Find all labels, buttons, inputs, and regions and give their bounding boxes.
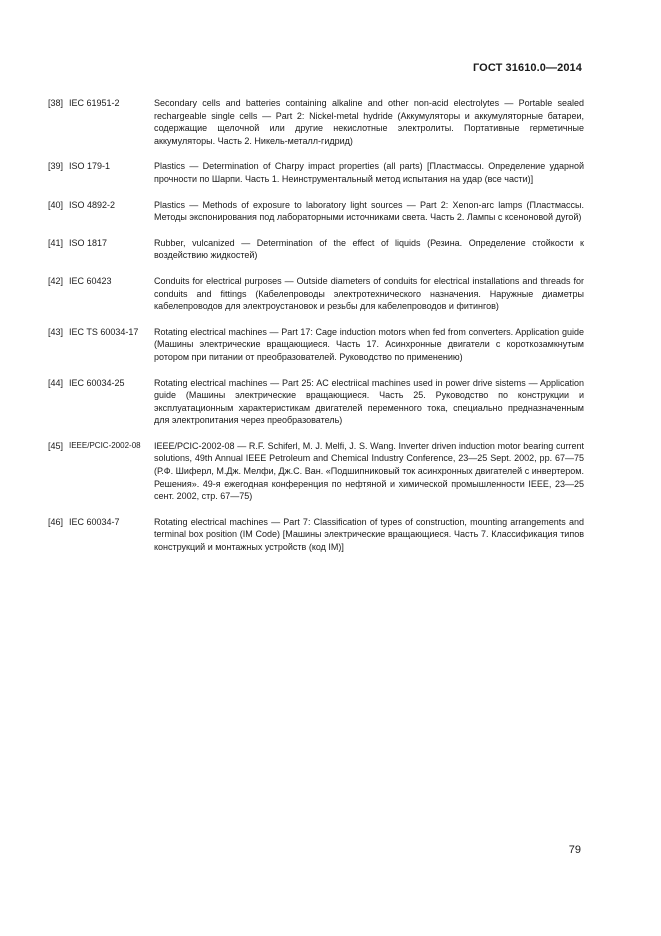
document-header-id: ГОСТ 31610.0—2014 xyxy=(472,62,582,74)
bibliography-list xyxy=(48,97,584,567)
reference-item xyxy=(48,97,584,147)
reference-item xyxy=(48,237,584,262)
reference-standard-code: IEEE/PCIC-2002-08 xyxy=(69,440,141,450)
reference-title: Conduits for electrical purposes — Outside diameters of conduits for electrical installations and threads for conduits and fittings (Кабелепроводы электротехнического назначения. Наружные диаметры кабелепроводов для электроустановок и резьбы для кабелепроводов и фитингов) xyxy=(154,275,584,312)
reference-title: Rotating electrical machines — Part 7: Classification of types of construction, mounting arrangements and terminal box position (IM Code) [Машины электрические вращающиеся. Часть 7. Классификация типов конструкций и монтажных устройств (код IM)] xyxy=(154,516,584,553)
reference-item xyxy=(48,275,584,313)
reference-item xyxy=(48,326,584,364)
reference-title: Secondary cells and batteries containing alkaline and other non-acid electrolytes — Portable sealed rechargeable single cells — Part 2: Nickel-metal hydride (Аккумуляторы и аккумуляторные батареи, содержащие щелочной или другие некислотные электролиты. Портативные герметичные аккумуляторы. Часть 2. Никель-металл-гидрид) xyxy=(154,98,584,146)
reference-title: Plastics — Methods of exposure to laboratory light sources — Part 2: Xenon-arc lamps (Пластмассы. Методы экспонирования под лабораторными источниками света. Часть 2. Лампы с ксеноновой дугой) xyxy=(154,199,584,223)
reference-standard-code: ISO 4892-2 xyxy=(69,199,116,210)
reference-number: [40] xyxy=(48,199,64,210)
reference-item xyxy=(48,199,584,224)
reference-item xyxy=(48,440,584,503)
reference-title: IEEE/PCIC-2002-08 — R.F. Schiferl, M. J. Melfi, J. S. Wang. Inverter driven induction motor bearing current solutions, 49th Annual IEEE Petroleum and Chemical Industry Conference, 23—25 Sept. 2002, pp. 67—75 (Р.Ф. Шиферл, М.Дж. Мелфи, Дж.С. Ван. «Подшипниковый ток асинхронных двигателей с инвертером. Решения». 49-я ежегодная конференция по нефтяной и химической промышленности IEEE, 23—25 сент. 2002, стр. 67—75) xyxy=(154,440,584,502)
reference-standard-code: IEC 60034-25 xyxy=(69,377,125,388)
reference-standard-code: ISO 1817 xyxy=(69,237,108,248)
reference-item xyxy=(48,160,584,185)
reference-number: [39] xyxy=(48,161,64,172)
reference-standard-code: IEC TS 60034-17 xyxy=(69,326,139,337)
reference-number: [45] xyxy=(48,440,64,451)
reference-number: [41] xyxy=(48,237,64,248)
reference-title: Rubber, vulcanized — Determination of the effect of liquids (Резина. Определение стойкости к воздействию жидкостей) xyxy=(154,237,584,261)
reference-number: [38] xyxy=(48,98,64,108)
reference-standard-code: IEC 60423 xyxy=(69,275,112,286)
reference-number: [42] xyxy=(48,275,64,286)
reference-standard-code: IEC 61951-2 xyxy=(69,98,120,108)
reference-number: [46] xyxy=(48,516,64,527)
reference-title: Rotating electrical machines — Part 17: Cage induction motors when fed from converters. Application guide (Машины электрические вращающиеся. Часть 17. Асинхронные двигатели с короткозамкнутым ротором при питании от преобразователей. Руководство по применению) xyxy=(154,326,584,362)
reference-item xyxy=(48,377,584,427)
page-number: 79 xyxy=(568,844,581,856)
reference-number: [44] xyxy=(48,377,64,388)
reference-number: [43] xyxy=(48,326,64,337)
reference-standard-code: IEC 60034-7 xyxy=(69,516,120,527)
reference-title: Plastics — Determination of Charpy impact properties (all parts) [Пластмассы. Определение ударной прочности по Шарпи. Часть 1. Неинструментальный метод испытания на удар (все части)] xyxy=(154,161,584,184)
reference-item xyxy=(48,516,584,554)
reference-standard-code: ISO 179-1 xyxy=(69,161,111,172)
reference-title: Rotating electrical machines — Part 25: AC electriical machines used in power drive sistems — Application guide (Машины электрические вращающиеся. Часть 25. Руководство по конструкции и эксплуатационным характеристикам двигателей переменного тока, специально предназначенным для электропитания через преобразователь) xyxy=(154,377,584,426)
